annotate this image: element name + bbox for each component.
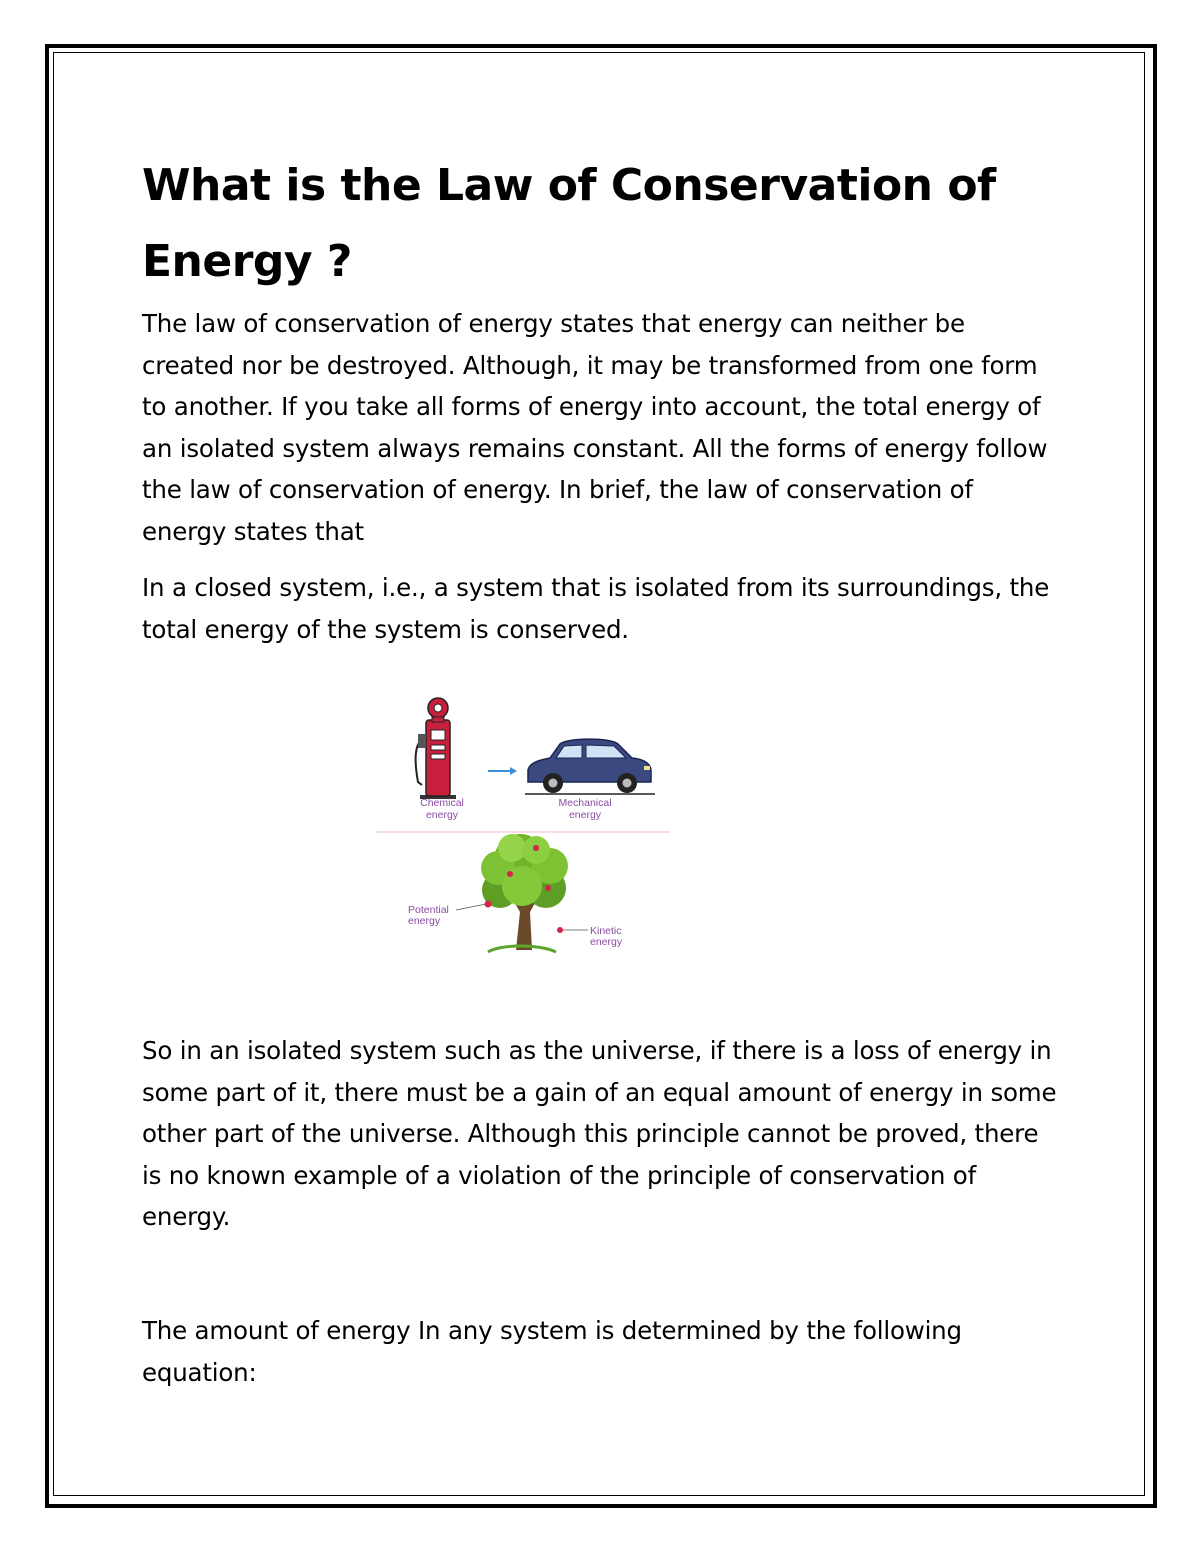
fuel-pump-icon (416, 698, 456, 799)
label-chemical-line1: Chemical (420, 797, 464, 809)
car-icon (525, 739, 655, 794)
paragraph-equation-intro: The amount of energy In any system is determined by the following equation: (142, 1316, 962, 1387)
label-kinetic-line1: Kinetic (590, 925, 622, 937)
label-potential-line1: Potential (408, 904, 449, 916)
page-title: What is the Law of Conservation of Energy ? (142, 160, 996, 287)
label-mechanical-line2: energy (568, 809, 602, 821)
label-potential-line2: energy (408, 915, 441, 927)
label-kinetic-line2: energy (590, 936, 623, 948)
label-chemical-line2: energy (425, 809, 459, 821)
arrow-right-icon (488, 767, 517, 775)
label-mechanical-line1: Mechanical (558, 797, 612, 809)
paragraph-closed-system: In a closed system, i.e., a system that is isolated from its surroundings, the total energy of the system is conserved. (142, 573, 1050, 644)
energy-transformation-illustration (370, 690, 670, 965)
paragraph-isolated-system: So in an isolated system such as the universe, if there is a loss of energy in some part of it, there must be a gain of an equal amount of energy in some other part of the universe. Although this principle cannot be proved, there is no known example of a violation of the principle of conservation of energy. (142, 1036, 1057, 1231)
tree-icon (481, 834, 568, 952)
paragraph-definition: The law of conservation of energy states that energy can neither be created nor be destroyed. Although, it may be transformed from one form to another. If you take all forms of energy into account, the total energy of an isolated system always remains constant. All the forms of energy follow the law of conservation of energy. In brief, the law of conservation of energy states that (142, 309, 1048, 546)
